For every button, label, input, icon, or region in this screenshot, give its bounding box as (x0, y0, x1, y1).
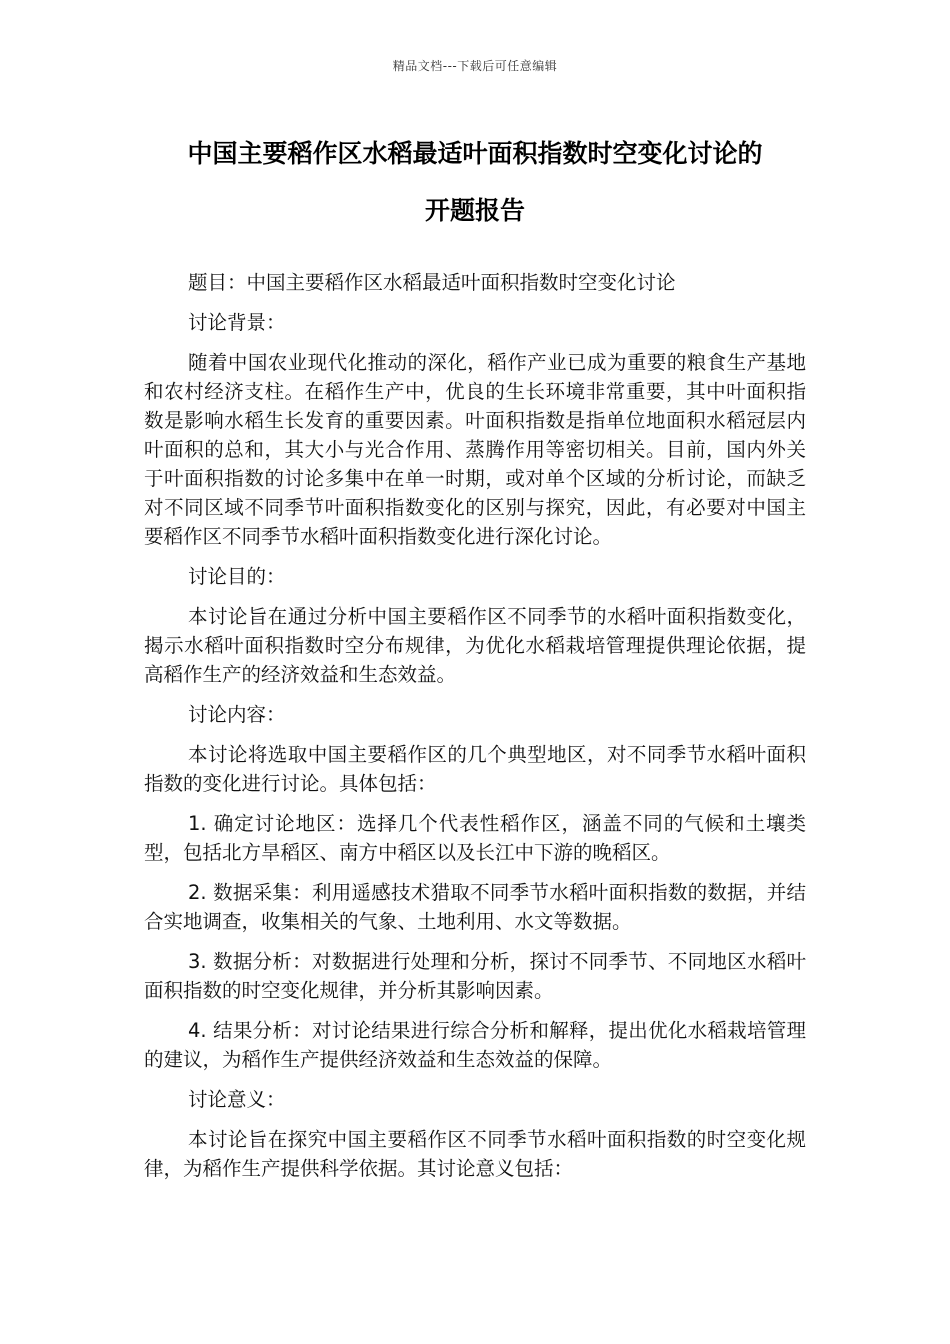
content-item-3: 3. 数据分析：对数据进行处理和分析，探讨不同季节、不同地区水稻叶面积指数的时空变化规律，并分析其影响因素。 (144, 950, 806, 1002)
background-paragraph: 随着中国农业现代化推动的深化，稻作产业已成为重要的粮食生产基地和农村经济支柱。在稻作生产中，优良的生长环境非常重要，其中叶面积指数是影响水稻生长发育的重要因素。叶面积指数是指单位地面积水稻冠层内叶面积的总和，其大小与光合作用、蒸腾作用等密切相关。目前，国内外关于叶面积指数的讨论多集中在单一时期，或对单个区域的分析讨论，而缺乏对不同区域不同季节叶面积指数变化的区别与探究，因此，有必要对中国主要稻作区不同季节水稻叶面积指数变化进行深化讨论。 (144, 351, 806, 548)
section-heading-background: 讨论背景： (188, 311, 286, 334)
content-intro-paragraph: 本讨论将选取中国主要稻作区的几个典型地区，对不同季节水稻叶面积指数的变化进行讨论。具体包括： (144, 743, 806, 795)
content-item-2: 2. 数据采集：利用遥感技术猎取不同季节水稻叶面积指数的数据，并结合实地调查，收集相关的气象、土地利用、水文等数据。 (144, 881, 806, 933)
content-item-4: 4. 结果分析：对讨论结果进行综合分析和解释，提出优化水稻栽培管理的建议，为稻作生产提供经济效益和生态效益的保障。 (144, 1019, 806, 1071)
document-body (144, 268, 806, 1194)
section-heading-significance: 讨论意义： (188, 1088, 286, 1111)
purpose-paragraph: 本讨论旨在通过分析中国主要稻作区不同季节的水稻叶面积指数变化，揭示水稻叶面积指数时空分布规律，为优化水稻栽培管理提供理论依据，提高稻作生产的经济效益和生态效益。 (144, 605, 806, 686)
header-note: 精品文档---下载后可任意编辑 (392, 59, 558, 73)
topic-line: 题目：中国主要稻作区水稻最适叶面积指数时空变化讨论 (188, 271, 676, 294)
section-heading-purpose: 讨论目的： (188, 565, 286, 588)
document-title-line-2: 开题报告 (424, 196, 525, 225)
document-title-line-1: 中国主要稻作区水稻最适叶面积指数时空变化讨论的 (187, 139, 763, 168)
section-heading-content: 讨论内容： (188, 703, 286, 726)
content-item-1: 1. 确定讨论地区：选择几个代表性稻作区，涵盖不同的气候和土壤类型，包括北方旱稻区、南方中稻区以及长江中下游的晚稻区。 (144, 812, 806, 864)
significance-paragraph: 本讨论旨在探究中国主要稻作区不同季节水稻叶面积指数的时空变化规律，为稻作生产提供科学依据。其讨论意义包括： (144, 1128, 806, 1180)
